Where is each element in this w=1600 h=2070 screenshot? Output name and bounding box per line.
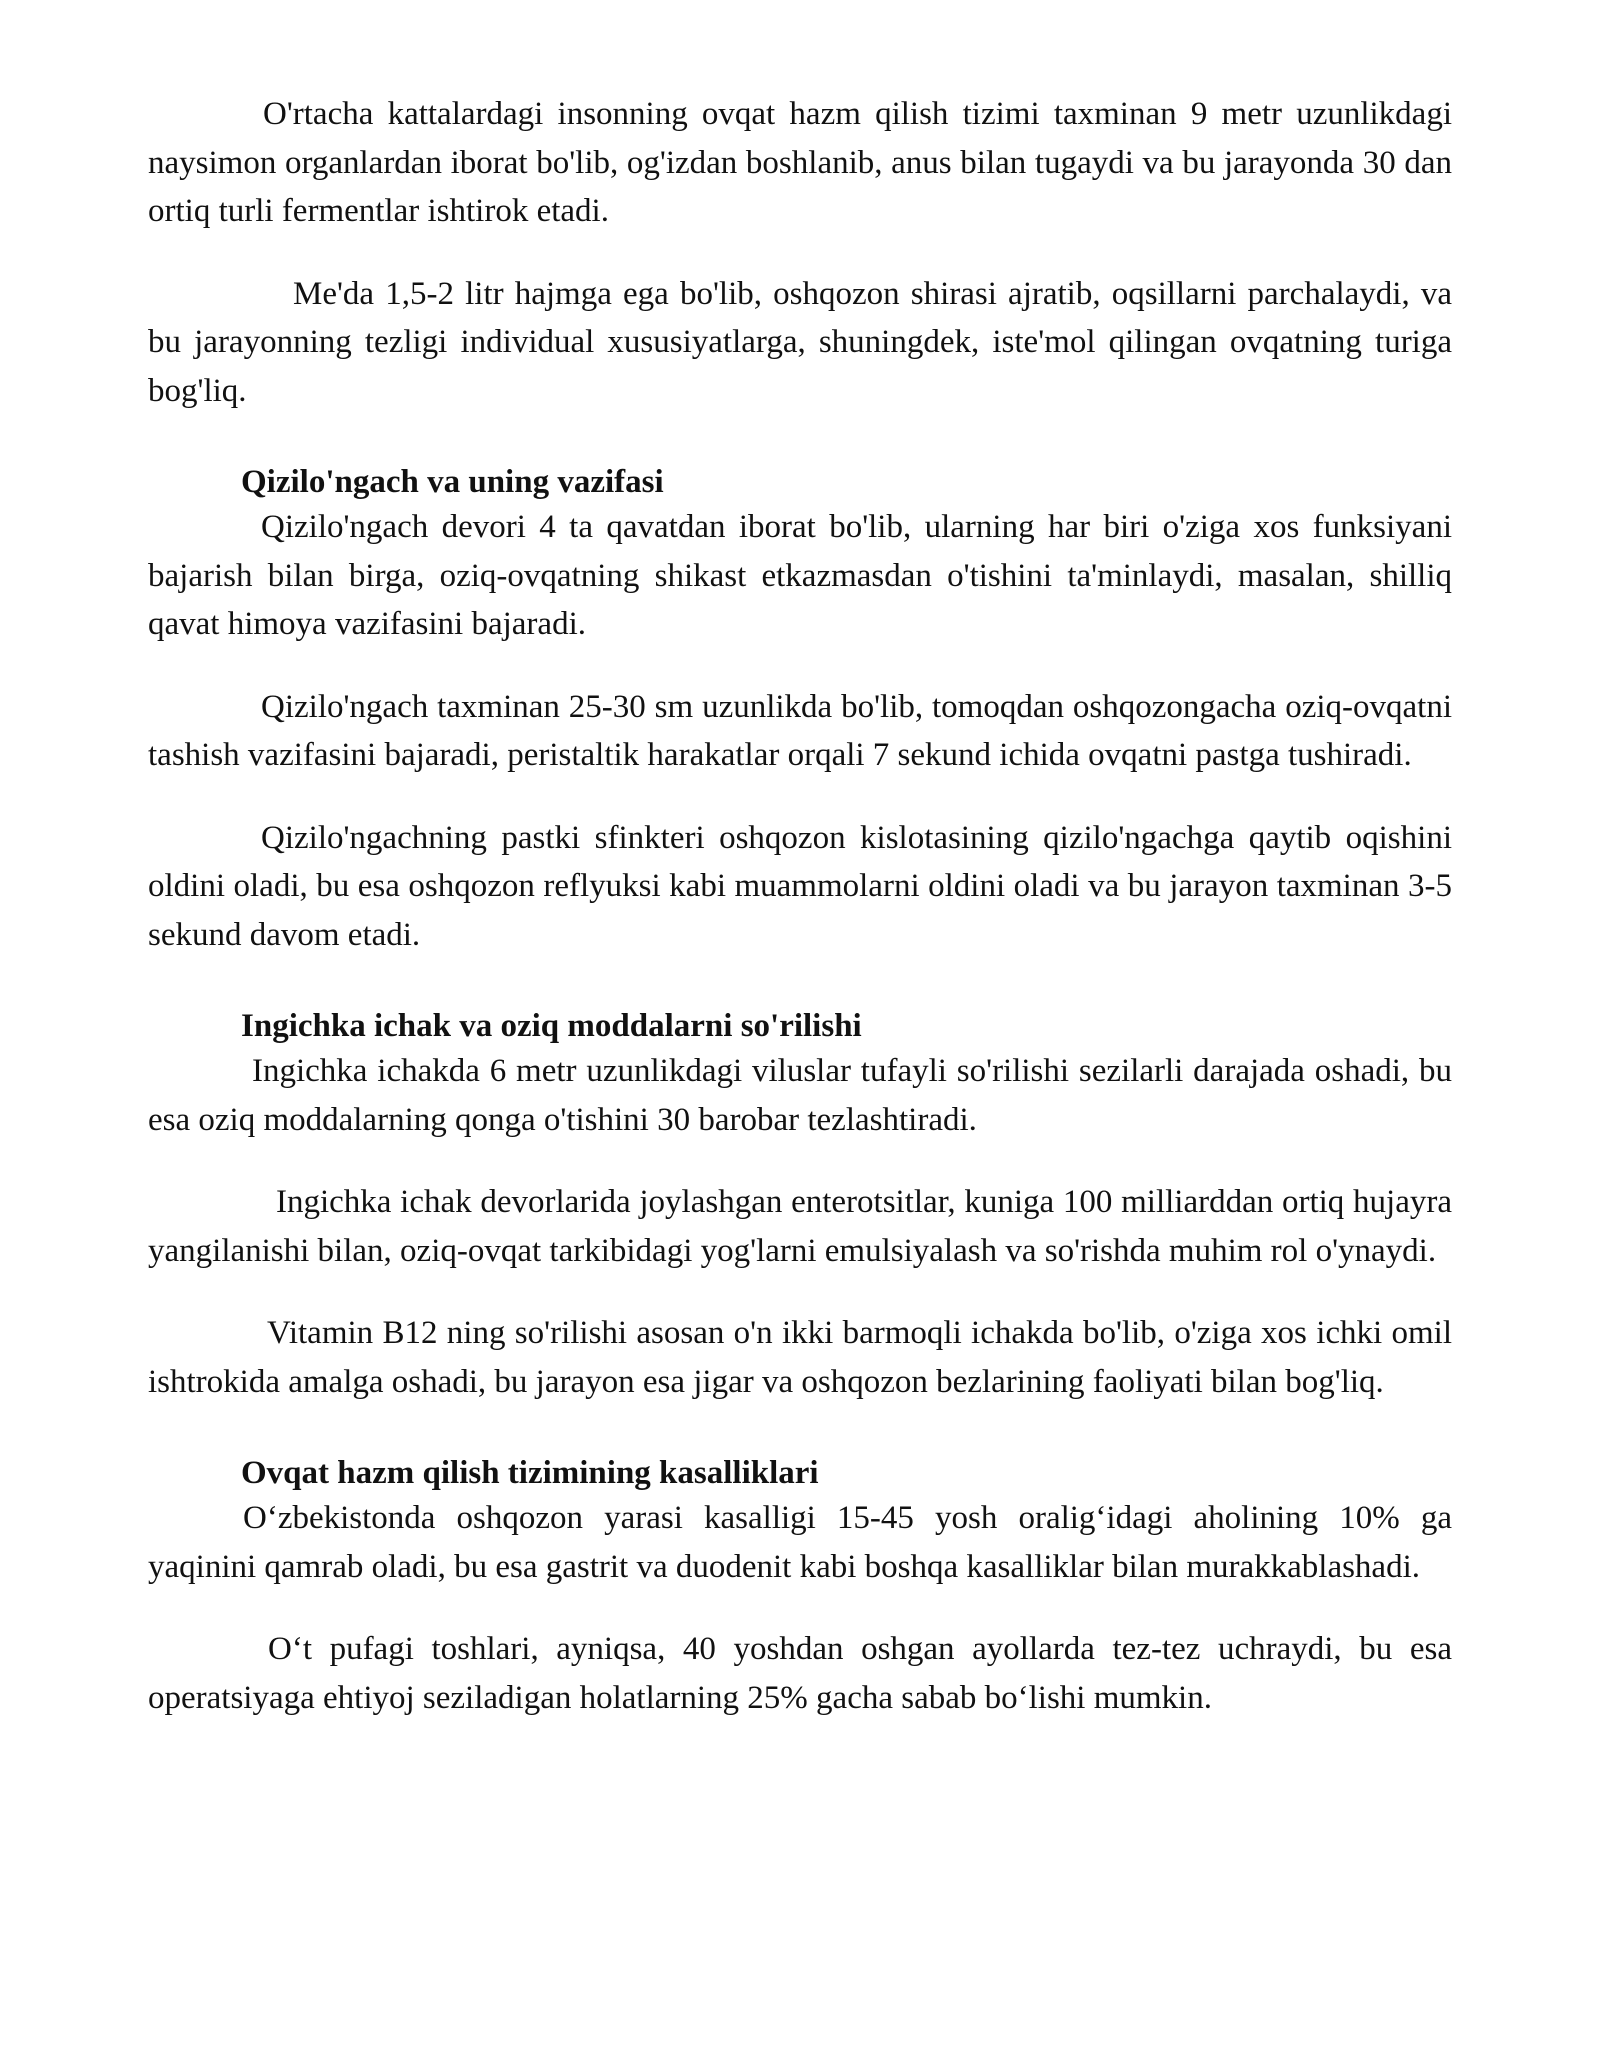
section-diseases xyxy=(148,1452,1452,1722)
section-small-intestine xyxy=(148,1005,1452,1406)
section-esophagus xyxy=(148,461,1452,959)
section-paragraph: Qizilo'ngach taxminan 25-30 sm uzunlikda bo'lib, tomoqdan oshqozongacha oziq-ovqatni tashish vazifasini bajaradi, peristaltik harakatlar orqali 7 sekund ichida ovqatni pastga tushiradi. xyxy=(148,688,1452,773)
section-paragraph: Vitamin B12 ning so'rilishi asosan o'n ikki barmoqli ichakda bo'lib, o'ziga xos ichki omil ishtrokida amalga oshadi, bu jarayon esa jigar va oshqozon bezlarining faoliyati bilan bog'liq. xyxy=(148,1315,1452,1400)
section-paragraph: Ingichka ichakda 6 metr uzunlikdagi viluslar tufayli so'rilishi sezilarli darajada oshadi, bu esa oziq moddalarning qonga o'tishini 30 barobar tezlashtiradi. xyxy=(148,1053,1452,1138)
section-paragraph: O‘zbekistonda oshqozon yarasi kasalligi 15-45 yosh oralig‘idagi aholining 10% ga yaqinini qamrab oladi, bu esa gastrit va duodenit kabi boshqa kasalliklar bilan murakkablashadi. xyxy=(148,1500,1452,1585)
intro-paragraph-2: Me'da 1,5-2 litr hajmga ega bo'lib, oshqozon shirasi ajratib, oqsillarni parchalaydi, va bu jarayonning tezligi individual xususiyatlarga, shuningdek, iste'mol qilingan ovqatning turiga bog'liq. xyxy=(148,275,1452,409)
section-paragraph: Ingichka ichak devorlarida joylashgan enterotsitlar, kuniga 100 milliarddan ortiq hujayra yangilanishi bilan, oziq-ovqat tarkibidagi yog'larni emulsiyalash va so'rishda muhim rol o'ynaydi. xyxy=(148,1184,1452,1269)
section-paragraph: O‘t pufagi toshlari, ayniqsa, 40 yoshdan oshgan ayollarda tez-tez uchraydi, bu esa operatsiyaga ehtiyoj seziladigan holatlarning 25% gacha sabab bo‘lishi mumkin. xyxy=(148,1631,1452,1716)
document-page xyxy=(148,90,1452,1756)
section-paragraph: Qizilo'ngachning pastki sfinkteri oshqozon kislotasining qizilo'ngachga qaytib oqishini oldini oladi, bu esa oshqozon reflyuksi kabi muammolarni oldini oladi va bu jarayon taxminan 3-5 sekund davom etadi. xyxy=(148,819,1452,953)
section-heading: Ovqat hazm qilish tizimining kasalliklari xyxy=(241,1455,819,1491)
section-heading: Qizilo'ngach va uning vazifasi xyxy=(241,464,664,500)
intro-paragraph-1: O'rtacha kattalardagi insonning ovqat hazm qilish tizimi taxminan 9 metr uzunlikdagi naysimon organlardan iborat bo'lib, og'izdan boshlanib, anus bilan tugaydi va bu jarayonda 30 dan ortiq turli fermentlar ishtirok etadi. xyxy=(148,96,1452,229)
section-paragraph: Qizilo'ngach devori 4 ta qavatdan iborat bo'lib, ularning har biri o'ziga xos funksiyani bajarish bilan birga, oziq-ovqatning shikast etkazmasdan o'tishini ta'minlaydi, masalan, shilliq qavat himoya vazifasini bajaradi. xyxy=(148,509,1452,642)
section-heading: Ingichka ichak va oziq moddalarni so'rilishi xyxy=(241,1008,862,1044)
